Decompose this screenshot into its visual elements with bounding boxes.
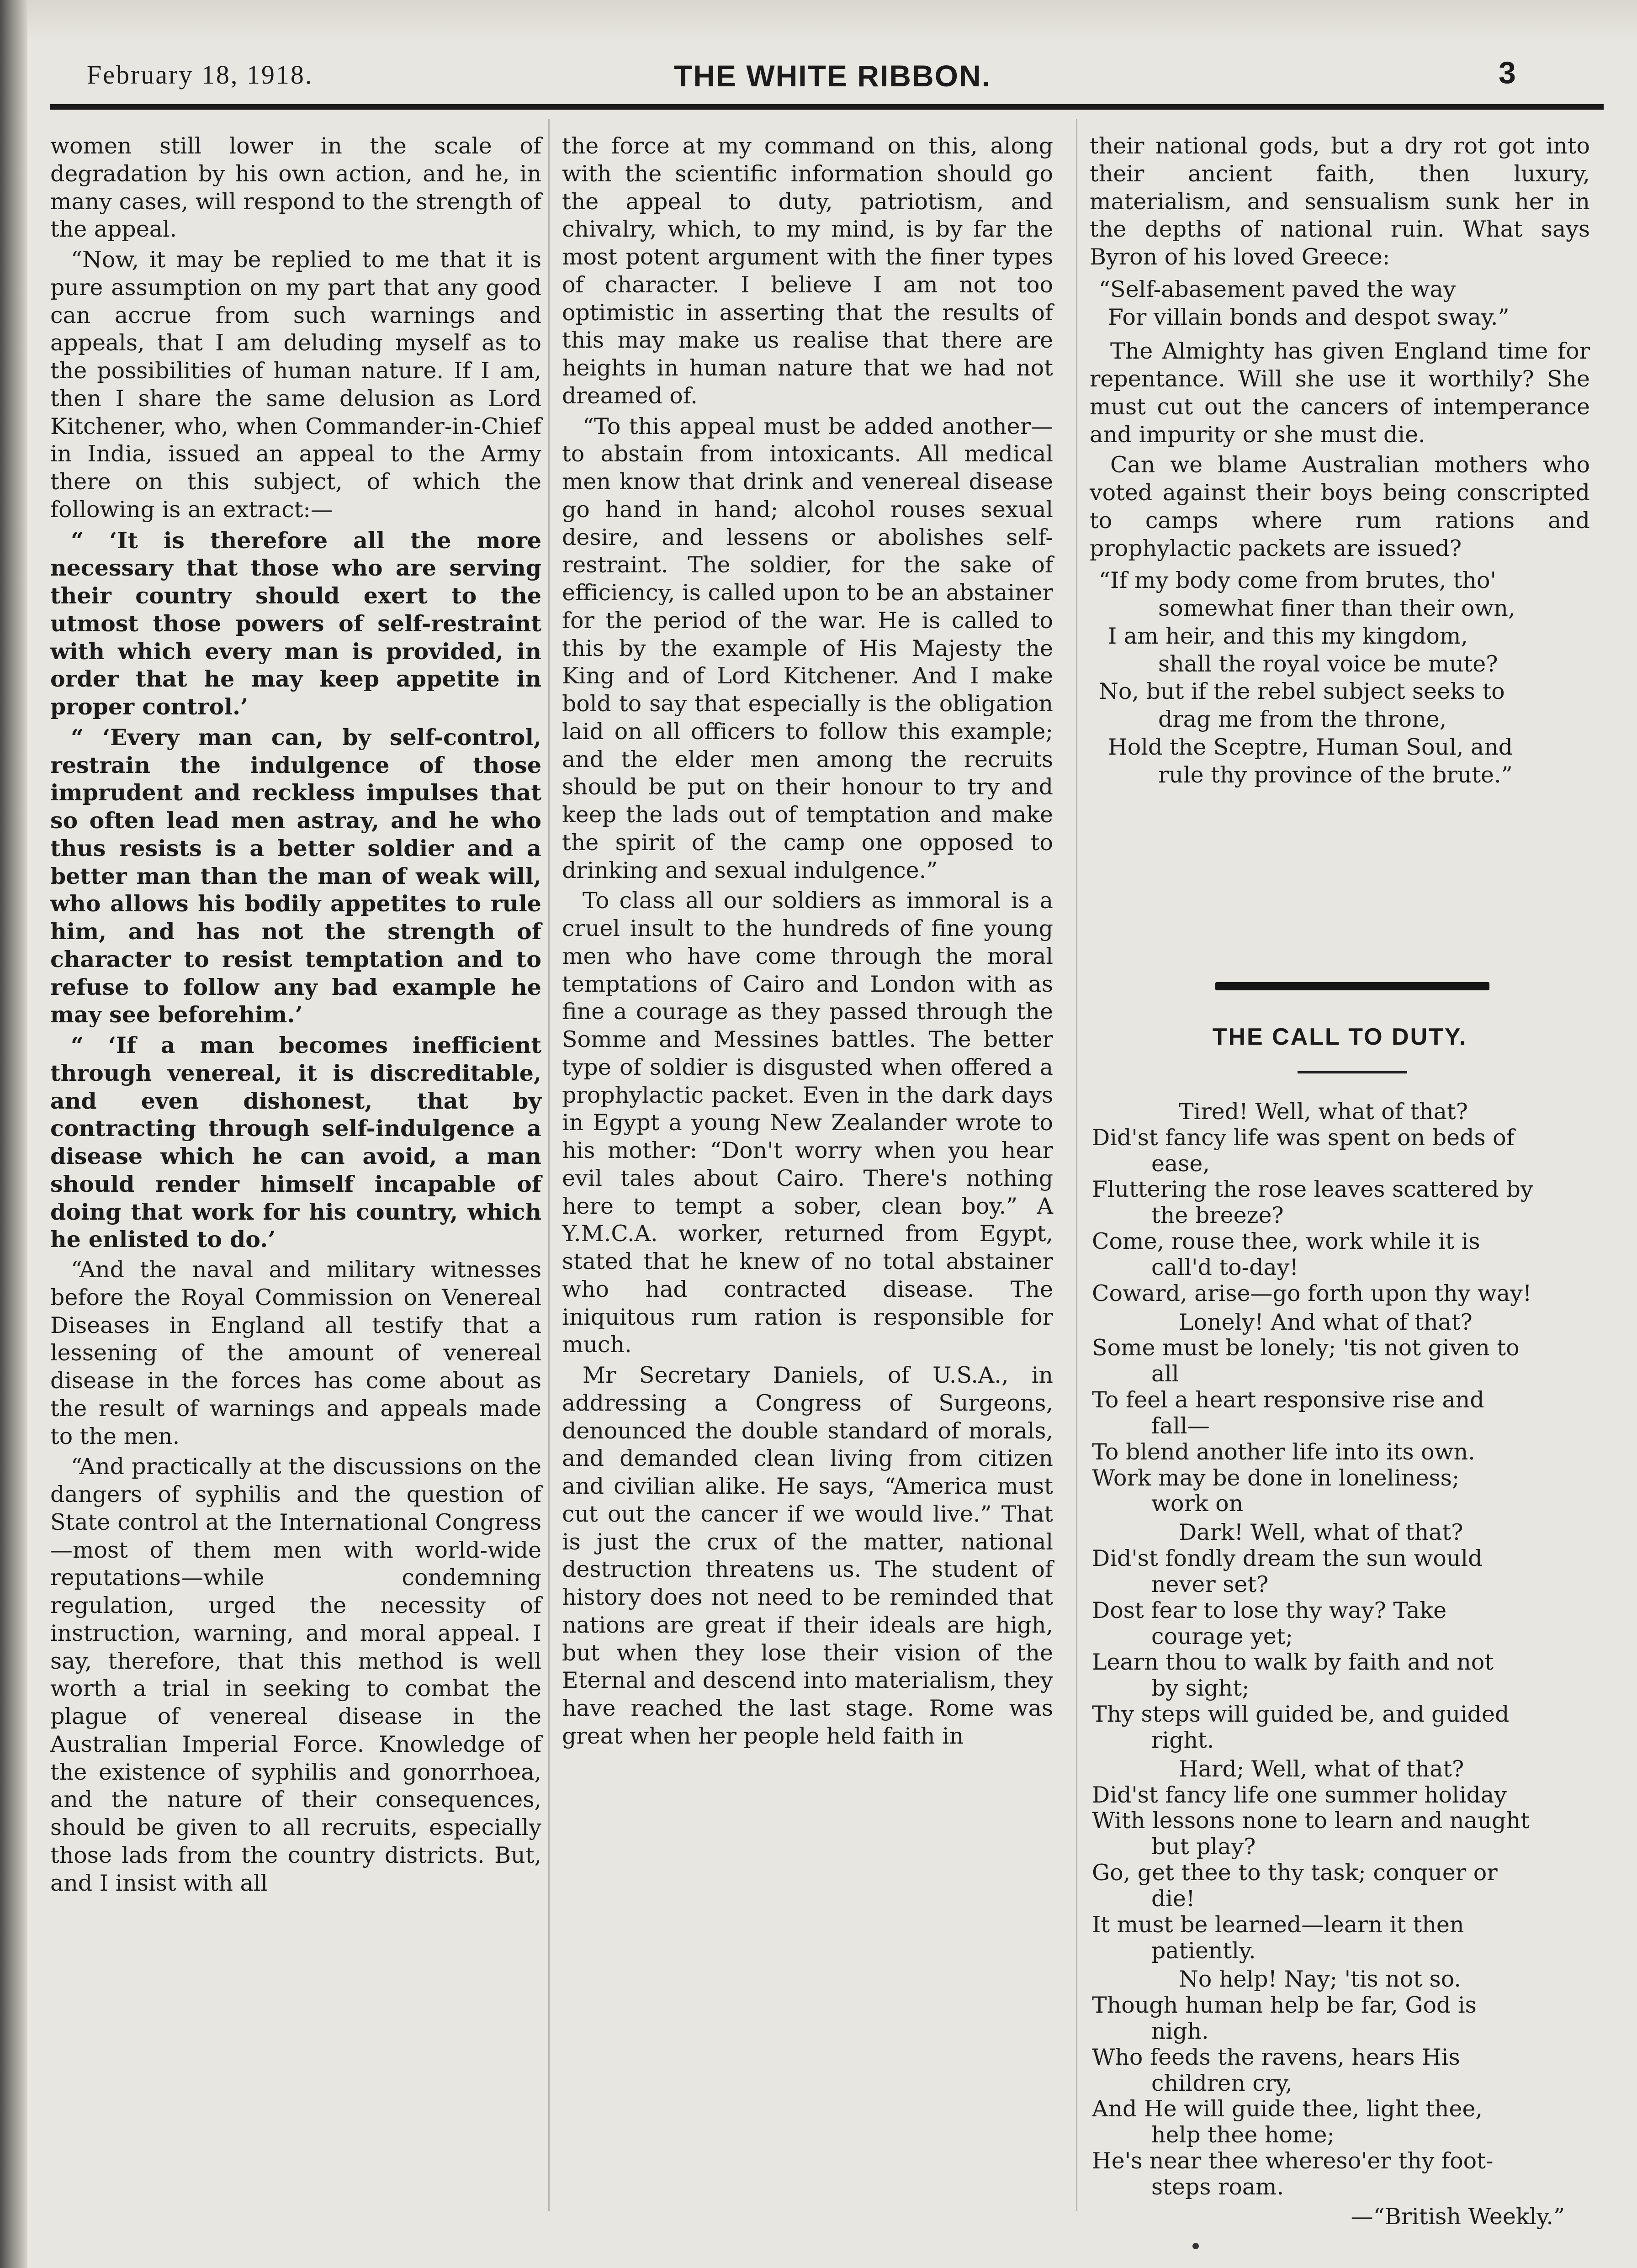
- verse-line: “Self-abasement paved the way: [1099, 276, 1456, 302]
- verse-line: somewhat finer than their own,: [1158, 595, 1515, 621]
- poem-line: Did'st fondly dream the sun would: [1092, 1545, 1483, 1572]
- poem-line: And He will guide thee, light thee,: [1092, 2096, 1483, 2122]
- column-2: [562, 132, 1053, 1753]
- poem-line: Some must be lonely; 'tis not given to: [1092, 1335, 1520, 1361]
- poem-line: Dost fear to lose thy way? Take: [1092, 1597, 1447, 1623]
- verse-line: “If my body come from brutes, tho': [1099, 567, 1496, 594]
- column-3: [1090, 132, 1590, 795]
- paragraph: women still lower in the scale of degradation by his own action, and he, in many cases, will respond to the strength of the appeal.: [50, 133, 541, 243]
- poem-attribution: —“British Weekly.”: [1351, 2203, 1565, 2230]
- poem-line: by sight;: [1151, 1675, 1250, 1702]
- quoted-paragraph: “ ‘If a man becomes inefficient through venereal, it is discreditable, and even dishonest, that by contracting through self-indulgence a disease which he can avoid, a man should render himself incapable of doing that work for his country, which he enlisted to do.’: [50, 1032, 541, 1253]
- paragraph: “To this appeal must be added another—to abstain from intoxicants. All medical men know that drink and venereal disease go hand in hand; alcohol rouses sexual desire, and lessens or abolishes self-restraint. The soldier, for the sake of efficiency, is called upon to be an abstainer for the period of the war. He is called to this by the example of His Majesty the King and of Lord Kitchener. And I make bold to say that especially is the obligation laid on all officers to follow this example; and the elder men among the recruits should be put on their honour to try and keep the lads out of temptation and make the spirit of the camp one opposed to drinking and sexual indulgence.”: [562, 413, 1053, 883]
- section-divider: [1215, 982, 1489, 990]
- poem-line: Come, rouse thee, work while it is: [1092, 1228, 1480, 1255]
- paragraph: “Now, it may be replied to me that it is pure assumption on my part that any good can accrue from such warnings and appeals, that I am deluding myself as to the possibilities of human nature. If I am, then I share the same delusion as Lord Kitchener, who, when Commander-in-Chief in India, issued an appeal to the Army there on this subject, of which the following is an extract:—: [50, 247, 541, 523]
- poem-line: Fluttering the rose leaves scattered by: [1092, 1176, 1533, 1203]
- poem-line: Did'st fancy life was spent on beds of: [1092, 1124, 1515, 1151]
- verse-line: rule thy province of the brute.”: [1158, 761, 1513, 788]
- poem-line: Coward, arise—go forth upon thy way!: [1092, 1280, 1532, 1306]
- call-to-duty-poem: [1092, 1096, 1592, 2230]
- poem-line: patiently.: [1151, 1937, 1256, 1964]
- poem-line: Did'st fancy life one summer holiday: [1092, 1782, 1507, 1808]
- paragraph: “And the naval and military witnesses before the Royal Commission on Venereal Diseases in England all testify that a lessening of the amount of venereal disease in the forces has come about as the result of warnings and appeals made to the men.: [50, 1257, 541, 1449]
- poem-line: Dark! Well, what of that?: [1179, 1519, 1463, 1546]
- closing-verse: [1090, 567, 1590, 789]
- poem-line: No help! Nay; 'tis not so.: [1179, 1966, 1461, 1993]
- paragraph: “And practically at the discussions on the dangers of syphilis and the question of State control at the International Congress—most of them men with world-wide reputations—while condemning regulation, urged the necessity of instruction, warning, and moral appeal. I say, therefore, that this method is well worth a trial in seeking to combat the plague of venereal disease in the Australian Imperial Force. Knowledge of the existence of syphilis and gonorrhoea, and the nature of their consequences, should be given to all recruits, especially those lads from the country districts. But, and I insist with all: [50, 1454, 541, 1896]
- poem-line: fall—: [1151, 1412, 1210, 1439]
- poem-line: Lonely! And what of that?: [1179, 1309, 1473, 1335]
- section-title: THE CALL TO DUTY.: [1212, 1024, 1467, 1050]
- poem-line: call'd to-day!: [1151, 1254, 1299, 1280]
- poem-line: work on: [1151, 1491, 1244, 1517]
- poem-line: but play?: [1151, 1834, 1256, 1860]
- verse-line: drag me from the throne,: [1158, 706, 1447, 732]
- byron-verse: [1090, 276, 1590, 332]
- paragraph: their national gods, but a dry rot got into their ancient faith, then luxury, materialism, and sensualism sunk her in the depths of national ruin. What says Byron of his loved Greece:: [1090, 133, 1590, 270]
- verse-line: No, but if the rebel subject seeks to: [1099, 678, 1505, 705]
- issue-date: February 18, 1918.: [87, 60, 313, 90]
- poem-line: Go, get thee to thy task; conquer or: [1092, 1860, 1498, 1886]
- poem-line: children cry,: [1151, 2070, 1293, 2096]
- page-number: 3: [1499, 55, 1516, 90]
- poem-line: It must be learned—learn it then: [1092, 1911, 1464, 1938]
- poem-line: To feel a heart responsive rise and: [1092, 1387, 1484, 1413]
- poem-line: Hard; Well, what of that?: [1179, 1755, 1464, 1782]
- page-top-bleed: [27, 0, 1637, 41]
- poem-line: right.: [1151, 1727, 1214, 1753]
- poem-line: ease,: [1151, 1150, 1210, 1177]
- poem-line: nigh.: [1151, 2018, 1209, 2044]
- poem-line: the breeze?: [1151, 1202, 1284, 1229]
- poem-line: help thee home;: [1151, 2122, 1335, 2148]
- poem-line: With lessons none to learn and naught: [1092, 1808, 1530, 1834]
- paragraph: To class all our soldiers as immoral is a cruel insult to the hundreds of fine young men who have come through the moral temptations of Cairo and London with as fine a courage as they passed through the Somme and Messines battles. The better type of soldier is disgusted when offered a prophylactic packet. Even in the dark days in Egypt a young New Zealander wrote to his mother: “Don't worry when you hear evil tales about Cairo. There's nothing here to tempt a sober, clean boy.” A Y.M.C.A. worker, returned from Egypt, stated that he knew of no total abstainer who had contracted disease. The iniquitous rum ration is responsible for much.: [562, 888, 1053, 1358]
- poem-line: To blend another life into its own.: [1092, 1438, 1475, 1465]
- column-divider: [1076, 119, 1077, 2211]
- paragraph: The Almighty has given England time for repentance. Will she use it worthily? She must cut out the cancers of intemperance and impurity or she must die.: [1090, 338, 1590, 448]
- poem-line: Though human help be far, God is: [1092, 1992, 1477, 2019]
- header-rule: [50, 104, 1604, 110]
- poem-line: all: [1151, 1361, 1179, 1387]
- column-1: [50, 132, 541, 1900]
- page-mark: [1192, 2243, 1199, 2249]
- paragraph: the force at my command on this, along with the scientific information should go the appeal to duty, patriotism, and chivalry, which, to my mind, is by far the most potent argument with the finer types of character. I believe I am not too optimistic in asserting that the results of this may make us realise that there are heights in human nature that we had not dreamed of.: [562, 133, 1053, 409]
- verse-line: Hold the Sceptre, Human Soul, and: [1108, 734, 1513, 760]
- verse-line: I am heir, and this my kingdom,: [1108, 623, 1468, 649]
- quoted-paragraph: “ ‘Every man can, by self-control, restrain the indulgence of those imprudent and reckless impulses that so often lead men astray, and he who thus resists is a better soldier and a better man than the man of weak will, who allows his bodily appetites to rule him, and has not the strength of character to resist temptation and to refuse to follow any bad example he may see beforehim.’: [50, 724, 541, 1028]
- poem-line: steps roam.: [1151, 2173, 1284, 2200]
- verse-line: For villain bonds and despot sway.”: [1108, 304, 1510, 330]
- poem-line: courage yet;: [1151, 1623, 1293, 1649]
- column-divider: [548, 119, 550, 2211]
- paragraph: Can we blame Australian mothers who voted against their boys being conscripted to camps where rum rations and prophylactic packets are issued?: [1090, 452, 1590, 561]
- paragraph: Mr Secretary Daniels, of U.S.A., in addressing a Congress of Surgeons, denounced the double standard of morals, and demanded clean living from citizen and civilian alike. He says, “America must cut out the cancer if we would live.” That is just the crux of the matter, national destruction threatens us. The student of history does not need to be reminded that nations are great if their ideals are high, but when they lose their vision of the Eternal and descend into materialism, they have reached the last stage. Rome was great when her people held faith in: [562, 1362, 1053, 1749]
- poem-line: Who feeds the ravens, hears His: [1092, 2044, 1460, 2070]
- poem-line: Work may be done in loneliness;: [1092, 1464, 1460, 1491]
- quoted-paragraph: “ ‘It is therefore all the more necessary that those who are serving their country should exert to the utmost those powers of self-restraint with which every man is provided, in order that he may keep appetite in proper control.’: [50, 527, 541, 720]
- masthead-title: THE WHITE RIBBON.: [674, 59, 991, 93]
- poem-line: Learn thou to walk by faith and not: [1092, 1649, 1494, 1676]
- page-edge-shadow: [0, 0, 27, 2268]
- poem-line: Tired! Well, what of that?: [1179, 1099, 1468, 1125]
- verse-line: shall the royal voice be mute?: [1158, 650, 1498, 677]
- poem-line: never set?: [1151, 1571, 1269, 1597]
- poem-line: die!: [1151, 1885, 1195, 1912]
- poem-line: He's near thee whereso'er thy foot-: [1092, 2148, 1494, 2174]
- poem-line: Thy steps will guided be, and guided: [1092, 1701, 1510, 1728]
- title-underline: [1298, 1071, 1407, 1073]
